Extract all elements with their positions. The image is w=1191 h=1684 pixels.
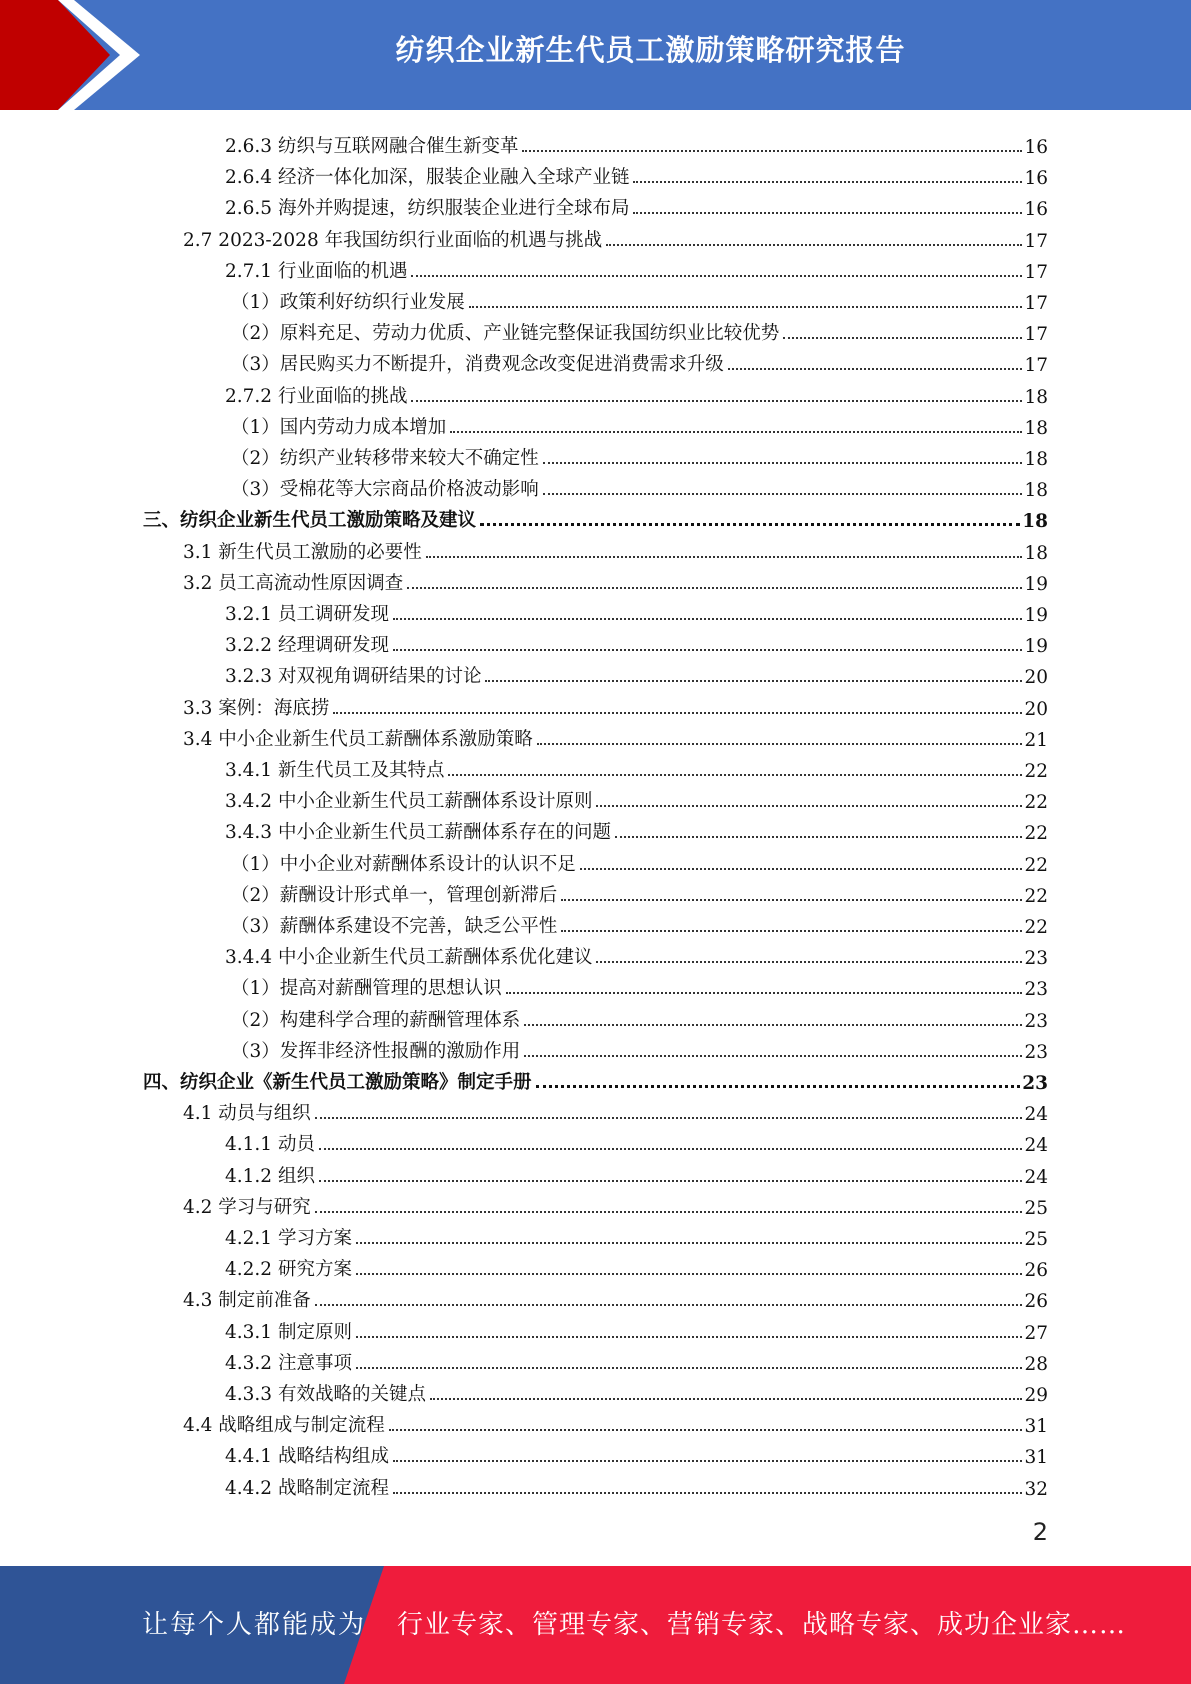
toc-entry-page: 31	[1024, 1447, 1048, 1469]
toc-entry-label: 四、纺织企业《新生代员工激励策略》制定手册	[143, 1072, 532, 1093]
toc-entry-label: 3.4.2 中小企业新生代员工薪酬体系设计原则	[225, 791, 593, 813]
toc-entry-label: （1）国内劳动力成本增加	[231, 416, 447, 438]
toc-entry[interactable]	[225, 595, 1048, 626]
toc-entry-label: 4.4.2 战略制定流程	[225, 1477, 389, 1499]
toc-entry-page: 16	[1024, 137, 1048, 158]
toc-leader-dots	[633, 212, 1022, 214]
page-footer	[0, 1566, 1191, 1684]
toc-leader-dots	[356, 1367, 1023, 1369]
page-header	[0, 0, 1191, 110]
toc-leader-dots	[506, 992, 1023, 994]
toc-entry-page: 31	[1024, 1416, 1048, 1438]
toc-leader-dots	[561, 899, 1022, 901]
toc-entry-page: 23	[1024, 948, 1048, 970]
toc-leader-dots	[524, 1024, 1022, 1026]
toc-leader-dots	[485, 680, 1022, 682]
toc-entry-label: 4.2.1 学习方案	[225, 1228, 352, 1249]
toc-entry-label: （3）受棉花等大宗商品价格波动影响	[231, 479, 539, 501]
header-title: 纺织企业新生代员工激励策略研究报告	[395, 33, 906, 67]
toc-entry-page: 25	[1024, 1229, 1048, 1250]
toc-leader-dots	[580, 868, 1023, 870]
toc-leader-dots	[356, 1242, 1023, 1244]
toc-leader-dots	[606, 244, 1022, 246]
header-arrow-graphic	[0, 0, 160, 110]
toc-entry-page: 19	[1024, 605, 1048, 626]
toc-leader-dots	[469, 306, 1023, 308]
toc-leader-dots	[393, 1492, 1022, 1494]
toc-entry-label: 4.1.1 动员	[225, 1134, 315, 1156]
toc-entry-page: 17	[1024, 293, 1048, 314]
toc-entry[interactable]	[183, 720, 1048, 751]
footer-slogan-left: 让每个人都能成为	[142, 1610, 367, 1640]
toc-entry-label: 4.3.2 注意事项	[225, 1352, 352, 1374]
toc-entry-page: 24	[1024, 1135, 1048, 1157]
toc-entry[interactable]	[183, 1188, 1048, 1219]
toc-leader-dots	[315, 1117, 1023, 1119]
toc-entry-page: 18	[1024, 449, 1048, 470]
toc-entry[interactable]	[225, 1250, 1048, 1281]
toc-entry[interactable]	[225, 1375, 1048, 1406]
toc-entry-page: 26	[1024, 1260, 1048, 1282]
toc-entry-label: 4.3 制定前准备	[183, 1290, 311, 1312]
toc-leader-dots	[561, 930, 1022, 932]
toc-entry-page: 23	[1024, 1010, 1048, 1032]
toc-leader-dots	[537, 743, 1023, 745]
toc-entry-label: 3.4.3 中小企业新生代员工薪酬体系存在的问题	[225, 822, 611, 844]
toc-leader-dots	[319, 1148, 1023, 1150]
toc-entry-page: 23	[1024, 979, 1048, 1001]
toc-entry-label: 3.4 中小企业新生代员工薪酬体系激励策略	[183, 728, 533, 750]
toc-entry-page: 23	[1024, 1041, 1048, 1063]
toc-entry-label: 3.4.4 中小企业新生代员工薪酬体系优化建议	[225, 947, 593, 969]
toc-entry-page: 16	[1024, 168, 1048, 190]
toc-entry-page: 16	[1024, 199, 1048, 221]
toc-entry[interactable]	[225, 751, 1048, 782]
toc-entry-label: （1）政策利好纺织行业发展	[231, 292, 465, 313]
toc-entry-label: 3.2.3 对双视角调研结果的讨论	[225, 666, 482, 688]
toc-leader-dots	[536, 1085, 1021, 1088]
toc-entry-label: 4.4.1 战略结构组成	[225, 1446, 389, 1468]
toc-leader-dots	[315, 1304, 1023, 1306]
footer-slogan-right: 行业专家、管理专家、营销专家、战略专家、成功企业家……	[397, 1610, 1127, 1640]
toc-entry-label: 4.1 动员与组织	[183, 1103, 311, 1125]
toc-entry-page: 24	[1024, 1166, 1048, 1188]
toc-entry-page: 18	[1024, 542, 1048, 564]
toc-leader-dots	[596, 805, 1022, 807]
toc-entry[interactable]	[225, 626, 1048, 657]
toc-entry[interactable]	[225, 158, 1048, 189]
toc-leader-dots	[426, 556, 1023, 558]
toc-entry[interactable]	[231, 1032, 1048, 1063]
toc-entry[interactable]	[183, 689, 1048, 720]
toc-entry-label: 4.3.1 制定原则	[225, 1321, 352, 1343]
toc-entry-label: 3.2.2 经理调研发现	[225, 635, 389, 657]
toc-leader-dots	[393, 1460, 1022, 1462]
toc-leader-dots	[480, 523, 1020, 526]
toc-entry-label: 三、纺织企业新生代员工激励策略及建议	[143, 510, 477, 532]
toc-entry[interactable]	[225, 782, 1048, 813]
toc-entry-label: 3.3 案例：海底捞	[183, 697, 330, 719]
toc-entry-page: 32	[1024, 1478, 1048, 1500]
toc-leader-dots	[389, 1429, 1023, 1431]
toc-entry-label: 3.4.1 新生代员工及其特点	[225, 760, 445, 781]
toc-entry-label: （1）提高对薪酬管理的思想认识	[231, 978, 502, 1000]
toc-entry-page: 23	[1022, 1073, 1048, 1094]
toc-entry[interactable]	[231, 1001, 1048, 1032]
toc-leader-dots	[333, 712, 1022, 714]
toc-entry-page: 17	[1024, 230, 1048, 252]
toc-entry-label: （2）原料充足、劳动力优质、产业链完整保证我国纺织业比较优势	[231, 323, 780, 345]
toc-entry-page: 18	[1024, 417, 1048, 439]
toc-entry[interactable]	[225, 189, 1048, 220]
toc-entry-page: 18	[1024, 386, 1048, 408]
toc-entry[interactable]	[231, 876, 1048, 907]
toc-leader-dots	[315, 1211, 1023, 1213]
toc-entry[interactable]	[225, 1219, 1048, 1250]
toc-entry-label: 3.1 新生代员工激励的必要性	[183, 541, 422, 563]
toc-entry[interactable]	[225, 252, 1048, 283]
toc-entry-label: 2.7.2 行业面临的挑战	[225, 385, 408, 407]
toc-entry-label: 3.2 员工高流动性原因调查	[183, 572, 404, 594]
toc-entry-label: 2.6.5 海外并购提速，纺织服装企业进行全球布局	[225, 198, 630, 220]
toc-leader-dots	[411, 400, 1022, 402]
toc-entry[interactable]	[183, 221, 1048, 252]
toc-entry[interactable]	[225, 657, 1048, 688]
toc-entry[interactable]	[183, 533, 1048, 564]
toc-entry-page: 27	[1024, 1322, 1048, 1344]
toc-entry-page: 18	[1022, 511, 1048, 533]
toc-leader-dots	[633, 181, 1022, 183]
toc-leader-dots	[356, 1273, 1023, 1275]
toc-entry-page: 25	[1024, 1197, 1048, 1219]
toc-entry-label: 3.2.1 员工调研发现	[225, 604, 389, 625]
toc-entry-page: 17	[1024, 261, 1048, 283]
toc-entry[interactable]	[225, 938, 1048, 969]
toc-entry-label: 4.2.2 研究方案	[225, 1259, 352, 1281]
toc-leader-dots	[450, 431, 1022, 433]
toc-entry-label: （3）薪酬体系建设不完善，缺乏公平性	[231, 916, 558, 937]
toc-leader-dots	[783, 337, 1022, 339]
toc-entry[interactable]	[225, 1469, 1048, 1500]
toc-entry[interactable]	[183, 1281, 1048, 1312]
toc-entry-label: 2.6.3 纺织与互联网融合催生新变革	[225, 136, 519, 157]
toc-leader-dots	[448, 774, 1022, 776]
toc-leader-dots	[319, 1180, 1023, 1182]
toc-entry-page: 18	[1024, 480, 1048, 502]
toc-entry[interactable]	[231, 439, 1048, 470]
toc-leader-dots	[411, 275, 1022, 277]
toc-leader-dots	[524, 1055, 1022, 1057]
toc-entry-page: 20	[1024, 667, 1048, 689]
toc-entry[interactable]	[183, 1094, 1048, 1125]
toc-entry-page: 20	[1024, 698, 1048, 720]
toc-entry[interactable]	[225, 1344, 1048, 1375]
toc-entry[interactable]	[225, 813, 1048, 844]
toc-entry-page: 19	[1024, 636, 1048, 658]
toc-entry-label: （2）薪酬设计形式单一，管理创新滞后	[231, 884, 558, 906]
toc-entry[interactable]	[225, 377, 1048, 408]
toc-leader-dots	[356, 1336, 1023, 1338]
toc-entry-label: （2）纺织产业转移带来较大不确定性	[231, 448, 539, 469]
toc-entry[interactable]	[231, 470, 1048, 501]
toc-leader-dots	[522, 150, 1022, 152]
toc-entry-label: （3）居民购买力不断提升，消费观念改变促进消费需求升级	[231, 354, 724, 376]
toc-entry[interactable]	[225, 1125, 1048, 1156]
toc-entry-label: （2）构建科学合理的薪酬管理体系	[231, 1009, 521, 1031]
toc-entry[interactable]	[225, 1437, 1048, 1468]
toc-entry-page: 26	[1024, 1291, 1048, 1313]
toc-entry[interactable]	[231, 314, 1048, 345]
toc-entry-page: 29	[1024, 1385, 1048, 1406]
toc-entry[interactable]	[183, 564, 1048, 595]
toc-entry[interactable]	[143, 1063, 1048, 1094]
toc-entry[interactable]	[183, 1406, 1048, 1437]
toc-entry-page: 22	[1024, 761, 1048, 782]
toc-entry-label: 2.7 2023-2028 年我国纺织行业面临的机遇与挑战	[183, 229, 603, 251]
toc-entry-page: 22	[1024, 792, 1048, 814]
toc-entry[interactable]	[225, 127, 1048, 158]
toc-entry-label: 4.3.3 有效战略的关键点	[225, 1384, 426, 1405]
toc-leader-dots	[407, 587, 1022, 589]
toc-leader-dots	[728, 368, 1023, 370]
toc-leader-dots	[430, 1398, 1022, 1400]
toc-entry[interactable]	[225, 1313, 1048, 1344]
toc-leader-dots	[615, 836, 1022, 838]
toc-entry[interactable]	[231, 345, 1048, 376]
toc-entry[interactable]	[231, 408, 1048, 439]
toc-entry[interactable]	[225, 1157, 1048, 1188]
toc-entry-page: 17	[1024, 324, 1048, 346]
toc-entry[interactable]	[143, 501, 1048, 532]
toc-entry-page: 22	[1024, 885, 1048, 907]
toc-leader-dots	[543, 462, 1023, 464]
toc-entry-page: 22	[1024, 854, 1048, 876]
toc-entry[interactable]	[231, 845, 1048, 876]
toc-entry-label: 4.1.2 组织	[225, 1165, 315, 1187]
toc-entry-label: 4.2 学习与研究	[183, 1196, 311, 1218]
toc-leader-dots	[393, 618, 1022, 620]
toc-entry-label: （1）中小企业对薪酬体系设计的认识不足	[231, 853, 576, 875]
toc-entry-page: 22	[1024, 823, 1048, 845]
page-number: 2	[1032, 1518, 1048, 1546]
toc-entry-page: 17	[1024, 355, 1048, 377]
toc-leader-dots	[543, 493, 1023, 495]
toc-entry[interactable]	[231, 283, 1048, 314]
toc-entry-label: 4.4 战略组成与制定流程	[183, 1415, 385, 1437]
toc-entry-page: 24	[1024, 1104, 1048, 1126]
toc-entry[interactable]	[231, 969, 1048, 1000]
toc-leader-dots	[596, 961, 1022, 963]
toc-leader-dots	[393, 649, 1022, 651]
toc-entry-page: 28	[1024, 1353, 1048, 1375]
toc-entry[interactable]	[231, 907, 1048, 938]
toc-entry-label: 2.6.4 经济一体化加深，服装企业融入全球产业链	[225, 167, 630, 189]
toc-entry-page: 22	[1024, 917, 1048, 938]
toc-entry-page: 19	[1024, 573, 1048, 595]
toc-entry-page: 21	[1024, 729, 1048, 751]
toc-entry-label: 2.7.1 行业面临的机遇	[225, 260, 408, 282]
toc-entry-label: （3）发挥非经济性报酬的激励作用	[231, 1040, 521, 1062]
